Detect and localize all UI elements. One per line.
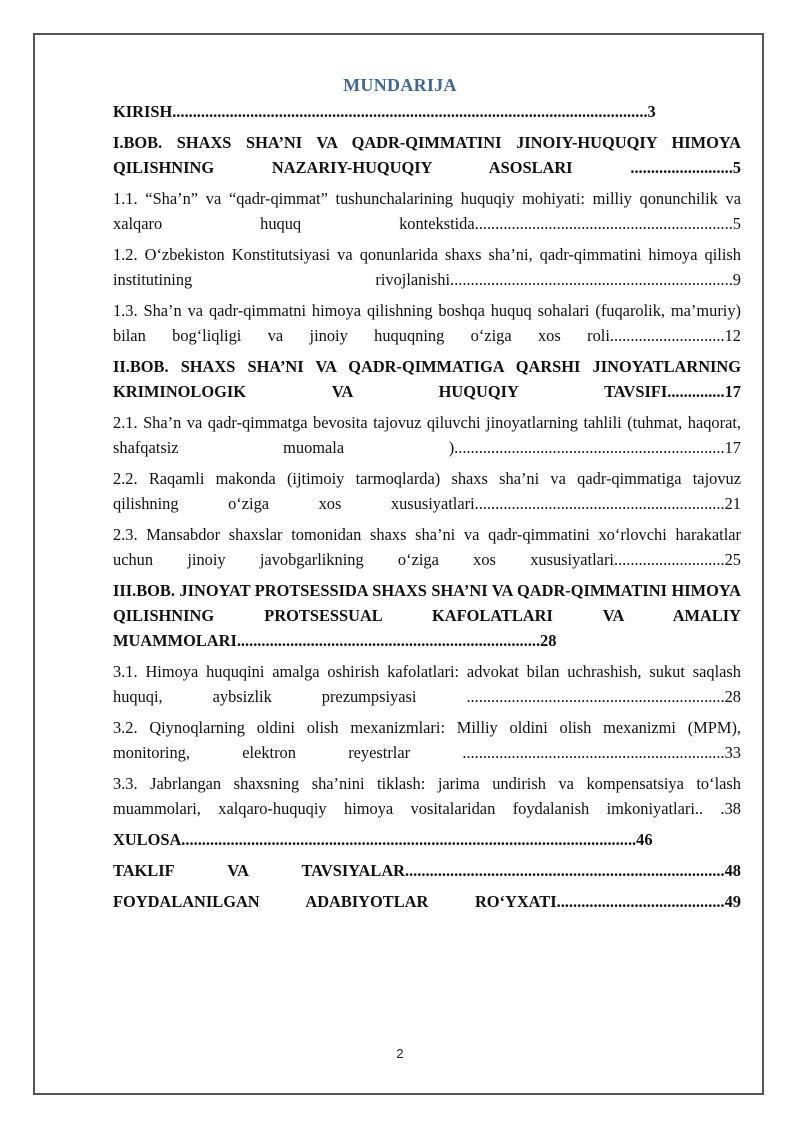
page-number: 2 <box>396 1046 404 1061</box>
toc-entry-2-1: 2.1. Sha’n va qadr-qimmatga bevosita tajovuz qiluvchi jinoyatlarning tahlili (tuhmat, haqorat, shafqatsiz muomala )..................................................................17 <box>113 413 741 457</box>
toc-entry-1-1: 1.1. “Sha’n” va “qadr-qimmat” tushunchalarining huquqiy mohiyati: milliy qonunchilik va xalqaro huquq kontekstida...............................................................5 <box>113 189 741 233</box>
toc-entry-2-3: 2.3. Mansabdor shaxslar tomonidan shaxs sha’ni va qadr-qimmatini xo‘rlovchi harakatlar uchun jinoiy javobgarlikning o‘ziga xos xususiyatlari...........................25 <box>113 525 741 569</box>
toc-entry-kirish: KIRISH....................................................................................................................3 <box>113 102 656 121</box>
toc-entry-1-3: 1.3. Sha’n va qadr-qimmatni himoya qilishning boshqa huquq sohalari (fuqarolik, ma’muriy) bilan bog‘liqligi va jinoiy huquqning o‘ziga xos roli............................12 <box>113 301 741 345</box>
toc-entry-taklif: TAKLIF VA TAVSIYALAR..............................................................................48 <box>113 861 741 880</box>
toc-entry-chapter-3: III.BOB. JINOYAT PROTSESSIDA SHAXS SHA’NI VA QADR-QIMMATINI HIMOYA QILISHNING PROTSESSUAL KAFOLATLARI VA AMALIY MUAMMOLARI..........................................................................28 <box>113 581 741 650</box>
toc-entry-chapter-2: II.BOB. SHAXS SHA’NI VA QADR-QIMMATIGA QARSHI JINOYATLARNING KRIMINOLOGIK VA HUQUQIY TAVSIFI..............17 <box>113 357 741 401</box>
toc-entry-3-3: 3.3. Jabrlangan shaxsning sha’nini tiklash: jarima undirish va kompensatsiya to‘lash muammolari, xalqaro-huquqiy himoya vositalaridan foydalanish imkoniyatlari.. .38 <box>113 774 741 818</box>
toc-entry-1-2: 1.2. O‘zbekiston Konstitutsiyasi va qonunlarida shaxs sha’ni, qadr-qimmatini himoya qilish institutining rivojlanishi.....................................................................9 <box>113 245 741 289</box>
toc-entry-xulosa: XULOSA...............................................................................................................46 <box>113 830 653 849</box>
toc-entry-chapter-1: I.BOB. SHAXS SHA’NI VA QADR-QIMMATINI JINOIY-HUQUQIY HIMOYA QILISHNING NAZARIY-HUQUQIY ASOSLARI .........................5 <box>113 133 741 177</box>
page-title: MUNDARIJA <box>343 75 457 95</box>
toc-entry-3-2: 3.2. Qiynoqlarning oldini olish mexanizmlari: Milliy oldini olish mexanizmi (MPM), monitoring, elektron reyestrlar ................................................................33 <box>113 718 741 762</box>
table-of-contents <box>113 99 741 914</box>
toc-entry-adabiyotlar: FOYDALANILGAN ADABIYOTLAR RO‘YXATI.........................................49 <box>113 892 741 911</box>
toc-entry-3-1: 3.1. Himoya huquqini amalga oshirish kafolatlari: advokat bilan uchrashish, sukut saqlash huquqi, aybsizlik prezumpsiyasi ...............................................................28 <box>113 662 741 706</box>
toc-entry-2-2: 2.2. Raqamli makonda (ijtimoiy tarmoqlarda) shaxs sha’ni va qadr-qimmatiga tajovuz qilishning o‘ziga xos xususiyatlari.............................................................21 <box>113 469 741 513</box>
